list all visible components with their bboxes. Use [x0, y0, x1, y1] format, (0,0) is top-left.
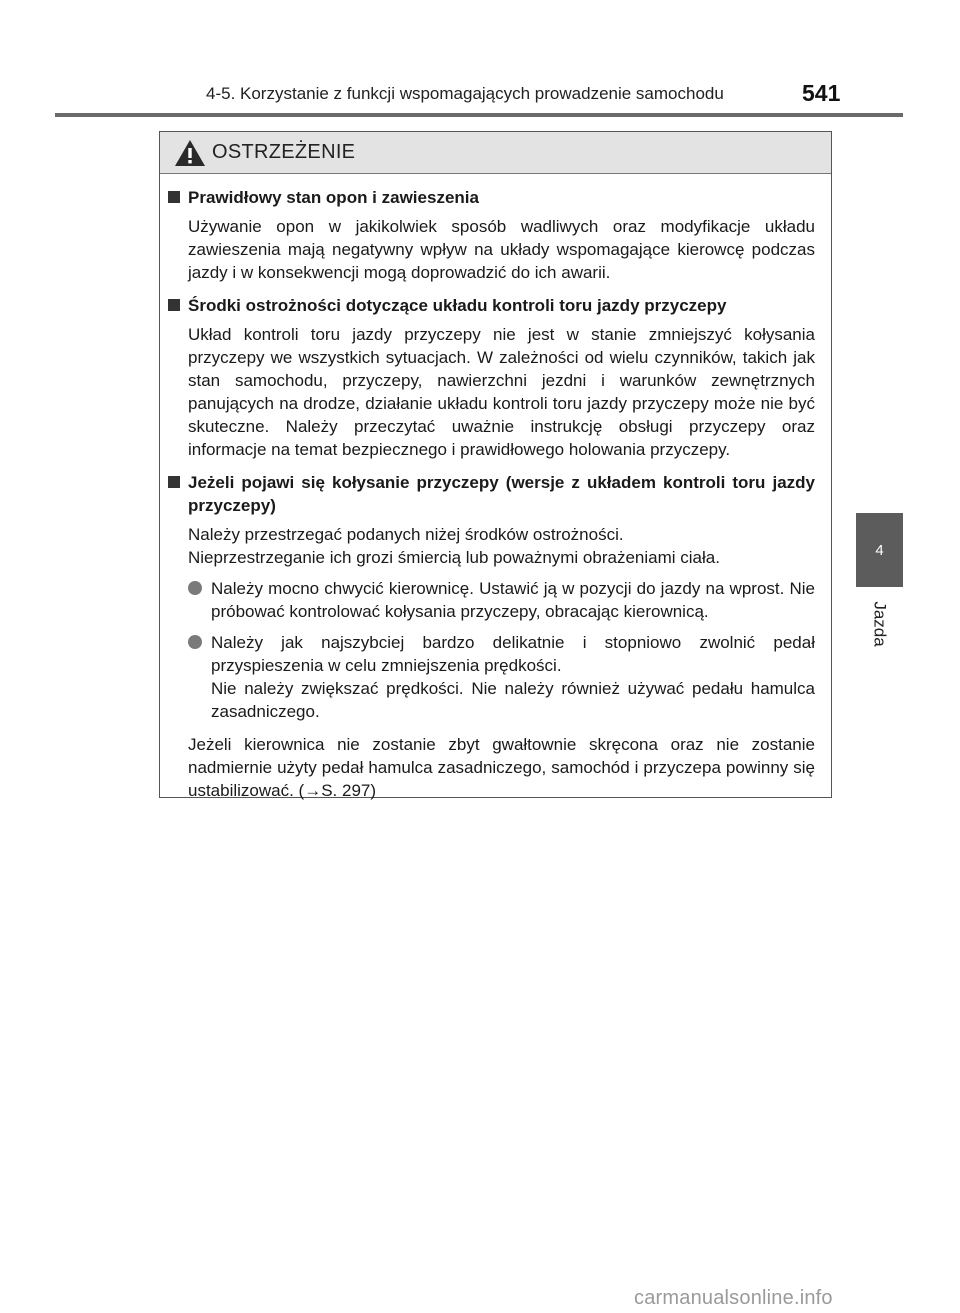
- bullet-text: Należy mocno chwycić kierownicę. Ustawić ją w pozycji do jazdy na wprost. Nie próbować kontrolować kołysania przyczepy, obracając kierownicą.: [211, 579, 815, 621]
- section-heading: Jeżeli pojawi się kołysanie przyczepy (wersje z układem kontroli toru jazdy przyczepy): [168, 471, 815, 517]
- page-number: 541: [802, 80, 841, 106]
- section-heading: Środki ostrożności dotyczące układu kontroli toru jazdy przyczepy: [168, 294, 815, 317]
- square-bullet-icon: [168, 299, 180, 311]
- chapter-label: Jazda: [870, 601, 890, 647]
- chapter-tab: [856, 513, 903, 587]
- round-bullet-icon: [188, 581, 202, 595]
- intro-line: Należy przestrzegać podanych niżej środków ostrożności.: [188, 525, 624, 544]
- warning-box: [159, 131, 832, 798]
- round-bullet-icon: [188, 635, 202, 649]
- watermark: carmanualsonline.info: [634, 1287, 833, 1309]
- chapter-number: 4: [875, 541, 884, 559]
- warning-body: [160, 174, 831, 802]
- header-title: 4-5. Korzystanie z funkcji wspomagających prowadzenie samochodu: [206, 84, 724, 103]
- section-heading: Prawidłowy stan opon i zawieszenia: [168, 186, 815, 209]
- section-intro: [188, 523, 815, 569]
- warning-header: [160, 132, 831, 174]
- bullet-line: Należy jak najszybciej bardzo delikatnie i stopniowo zwolnić pedał przyspieszenia w celu zmniejszenia prędkości.: [211, 633, 815, 675]
- list-item: [188, 577, 815, 623]
- square-bullet-icon: [168, 191, 180, 203]
- square-bullet-icon: [168, 476, 180, 488]
- section-text: Używanie opon w jakikolwiek sposób wadliwych oraz modyfikacje układu zawieszenia mają negatywny wpływ na układy wspomagające kierowcę podczas jazdy i w konsekwencji mogą doprowadzić do ich awarii.: [188, 217, 815, 282]
- warning-title: OSTRZEŻENIE: [212, 141, 356, 163]
- section-outro: Jeżeli kierownica nie zostanie zbyt gwałtownie skręcona oraz nie zostanie nadmiernie użyty pedał hamulca zasadniczego, samochód i przyczepa powinny się ustabilizować. (→S. 297): [188, 735, 815, 800]
- chapter-label-container: [856, 594, 903, 654]
- bullet-text: [211, 631, 815, 723]
- section-text: Układ kontroli toru jazdy przyczepy nie jest w stanie zmniejszyć kołysania przyczepy we wszystkich sytuacjach. W zależności od wielu czynników, takich jak stan samochodu, przyczepy, nawierzchni jezdni i warunków zewnętrznych panujących na drodze, działanie układu kontroli toru jazdy przyczepy może nie być skuteczne. Należy przeczytać uważnie instrukcję obsługi przyczepy oraz informacje na temat bezpiecznego i prawidłowego holowania przyczepy.: [188, 325, 815, 459]
- intro-line: Nieprzestrzeganie ich grozi śmiercią lub poważnymi obrażeniami ciała.: [188, 548, 720, 567]
- warning-triangle-icon: [174, 139, 206, 167]
- bullet-line: Nie należy zwiększać prędkości. Nie należy również używać pedału hamulca zasadniczego.: [211, 679, 815, 721]
- list-item: [188, 631, 815, 723]
- header-rule: [55, 113, 903, 117]
